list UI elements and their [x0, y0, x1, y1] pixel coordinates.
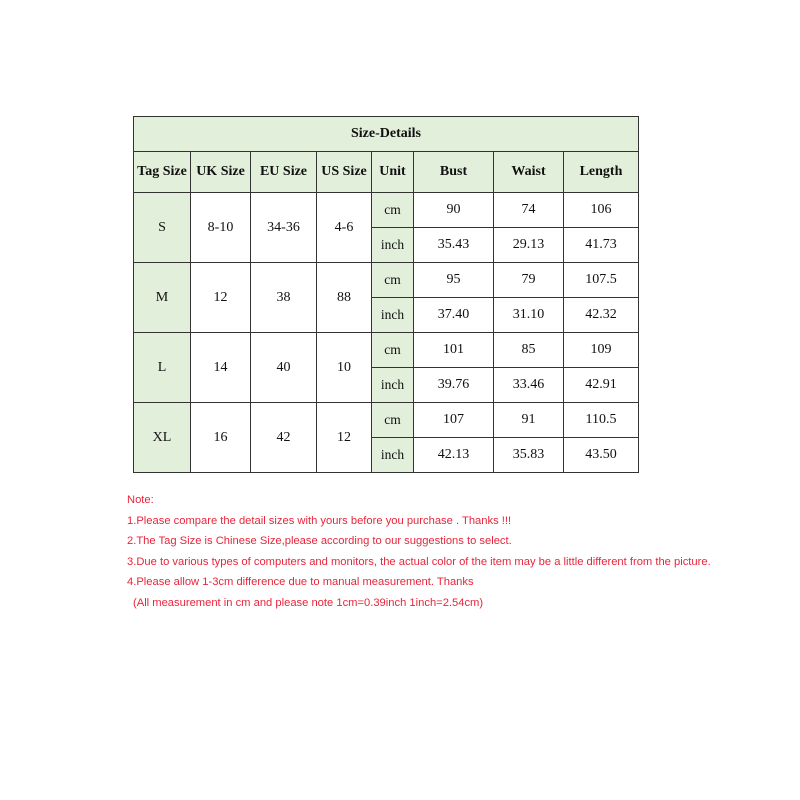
- waist-cell: 85: [494, 333, 564, 368]
- bust-cell: 35.43: [414, 228, 494, 263]
- length-cell: 110.5: [564, 403, 639, 438]
- waist-cell: 91: [494, 403, 564, 438]
- length-cell: 41.73: [564, 228, 639, 263]
- uk-size-cell: 8-10: [191, 193, 251, 263]
- length-cell: 43.50: [564, 438, 639, 473]
- unit-cell: cm: [372, 403, 414, 438]
- uk-size-cell: 14: [191, 333, 251, 403]
- header-bust: Bust: [414, 152, 494, 193]
- table-row: [134, 403, 639, 438]
- header-us-size: US Size: [317, 152, 372, 193]
- table-row: [134, 333, 639, 368]
- header-row: [134, 152, 639, 193]
- uk-size-cell: 12: [191, 263, 251, 333]
- tag-size-cell: XL: [134, 403, 191, 473]
- note-line: 4.Please allow 1-3cm difference due to manual measurement. Thanks: [127, 576, 474, 588]
- table-row: [134, 263, 639, 298]
- table-row: [134, 193, 639, 228]
- bust-cell: 95: [414, 263, 494, 298]
- unit-cell: inch: [372, 298, 414, 333]
- us-size-cell: 10: [317, 333, 372, 403]
- us-size-cell: 4-6: [317, 193, 372, 263]
- bust-cell: 37.40: [414, 298, 494, 333]
- eu-size-cell: 34-36: [251, 193, 317, 263]
- unit-cell: inch: [372, 438, 414, 473]
- waist-cell: 35.83: [494, 438, 564, 473]
- length-cell: 42.91: [564, 368, 639, 403]
- uk-size-cell: 16: [191, 403, 251, 473]
- bust-cell: 90: [414, 193, 494, 228]
- table-title: Size-Details: [134, 117, 639, 152]
- unit-cell: inch: [372, 228, 414, 263]
- eu-size-cell: 42: [251, 403, 317, 473]
- unit-cell: cm: [372, 193, 414, 228]
- us-size-cell: 88: [317, 263, 372, 333]
- tag-size-cell: M: [134, 263, 191, 333]
- note-line: 1.Please compare the detail sizes with yours before you purchase . Thanks !!!: [127, 514, 512, 527]
- header-tag-size: Tag Size: [134, 152, 191, 193]
- us-size-cell: 12: [317, 403, 372, 473]
- eu-size-cell: 38: [251, 263, 317, 333]
- header-unit: Unit: [372, 152, 414, 193]
- waist-cell: 79: [494, 263, 564, 298]
- length-cell: 109: [564, 333, 639, 368]
- bust-cell: 107: [414, 403, 494, 438]
- notes-heading: Note:: [127, 494, 154, 506]
- waist-cell: 29.13: [494, 228, 564, 263]
- waist-cell: 74: [494, 193, 564, 228]
- header-length: Length: [564, 152, 639, 193]
- size-details-table: [133, 116, 639, 473]
- length-cell: 107.5: [564, 263, 639, 298]
- waist-cell: 33.46: [494, 368, 564, 403]
- note-line: 3.Due to various types of computers and monitors, the actual color of the item may be a little different from the picture.: [127, 555, 711, 568]
- unit-cell: cm: [372, 263, 414, 298]
- bust-cell: 42.13: [414, 438, 494, 473]
- note-line-conversion: (All measurement in cm and please note 1cm=0.39inch 1inch=2.54cm): [133, 596, 484, 609]
- length-cell: 106: [564, 193, 639, 228]
- notes-section: [127, 490, 711, 613]
- bust-cell: 39.76: [414, 368, 494, 403]
- tag-size-cell: L: [134, 333, 191, 403]
- header-eu-size: EU Size: [251, 152, 317, 193]
- unit-cell: cm: [372, 333, 414, 368]
- note-line: 2.The Tag Size is Chinese Size,please according to our suggestions to select.: [127, 535, 512, 547]
- unit-cell: inch: [372, 368, 414, 403]
- length-cell: 42.32: [564, 298, 639, 333]
- header-waist: Waist: [494, 152, 564, 193]
- waist-cell: 31.10: [494, 298, 564, 333]
- header-uk-size: UK Size: [191, 152, 251, 193]
- eu-size-cell: 40: [251, 333, 317, 403]
- bust-cell: 101: [414, 333, 494, 368]
- tag-size-cell: S: [134, 193, 191, 263]
